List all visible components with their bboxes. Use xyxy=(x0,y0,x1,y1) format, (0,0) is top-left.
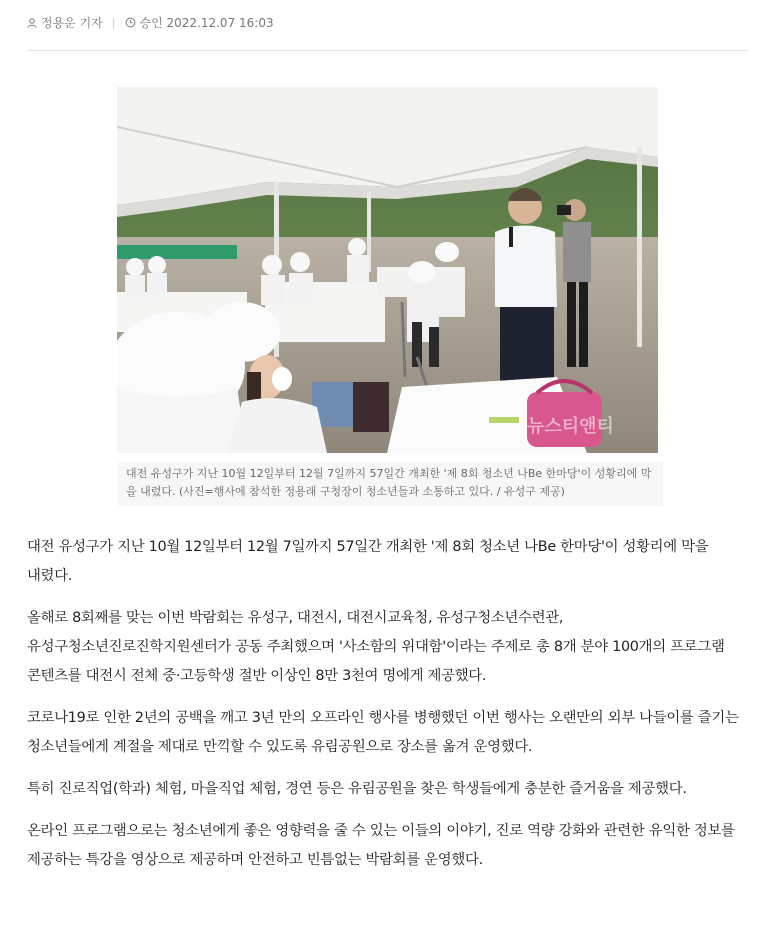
article-paragraph: 올해로 8회째를 맞는 이번 박람회는 유성구, 대전시, 대전시교육청, 유성구청소년수련관, 유성구청소년진로진학지원센터가 공동 주최했으며 '사소함의 위대함'이라는 주제로 총 8개 분야 100개의 프로그램 콘텐츠를 대전시 전체 중·고등학생 절반 이상인 8만 3천여 명에게 제공했다. xyxy=(27,610,725,684)
meta-separator: | xyxy=(111,16,116,29)
person-icon xyxy=(27,18,37,28)
author-info[interactable] xyxy=(27,14,103,31)
photo-caption: 대전 유성구가 지난 10월 12일부터 12월 7일까지 57일간 개최한 '제 8회 청소년 나Be 한마당'이 성황리에 막을 내렸다. (사진=행사에 참석한 정용래 구청장이 청소년들과 소통하고 있다. / 유성구 제공) xyxy=(118,462,663,506)
article-meta xyxy=(27,14,274,31)
article-body xyxy=(27,533,749,888)
clock-icon xyxy=(125,17,136,28)
approved-info xyxy=(125,14,274,31)
author-name: 정용운 기자 xyxy=(41,16,103,30)
article-photo[interactable] xyxy=(117,87,658,453)
article-paragraph: 대전 유성구가 지난 10월 12일부터 12월 7일까지 57일간 개최한 '제 8회 청소년 나Be 한마당'이 성황리에 막을 내렸다. xyxy=(27,539,709,584)
article-paragraph: 온라인 프로그램으로는 청소년에게 좋은 영향력을 줄 수 있는 이들의 이야기, 진로 역량 강화와 관련한 유익한 정보를 제공하는 특강을 영상으로 제공하며 안전하고 빈틈없는 박람회를 운영했다. xyxy=(27,823,735,868)
header-divider xyxy=(27,50,748,51)
article-paragraph: 코로나19로 인한 2년의 공백을 깨고 3년 만의 오프라인 행사를 병행했던 이번 행사는 오랜만의 외부 나들이를 즐기는 청소년들에게 계절을 제대로 만끽할 수 있도록 유림공원으로 장소를 옮겨 운영했다. xyxy=(27,710,739,755)
approved-time: 승인 2022.12.07 16:03 xyxy=(139,16,274,30)
photo-watermark: 뉴스티앤티 xyxy=(527,416,614,437)
photo-scene xyxy=(117,87,658,453)
article-paragraph: 특히 진로직업(학과) 체험, 마을직업 체험, 경연 등은 유림공원을 찾은 학생들에게 충분한 즐거움을 제공했다. xyxy=(27,781,687,797)
